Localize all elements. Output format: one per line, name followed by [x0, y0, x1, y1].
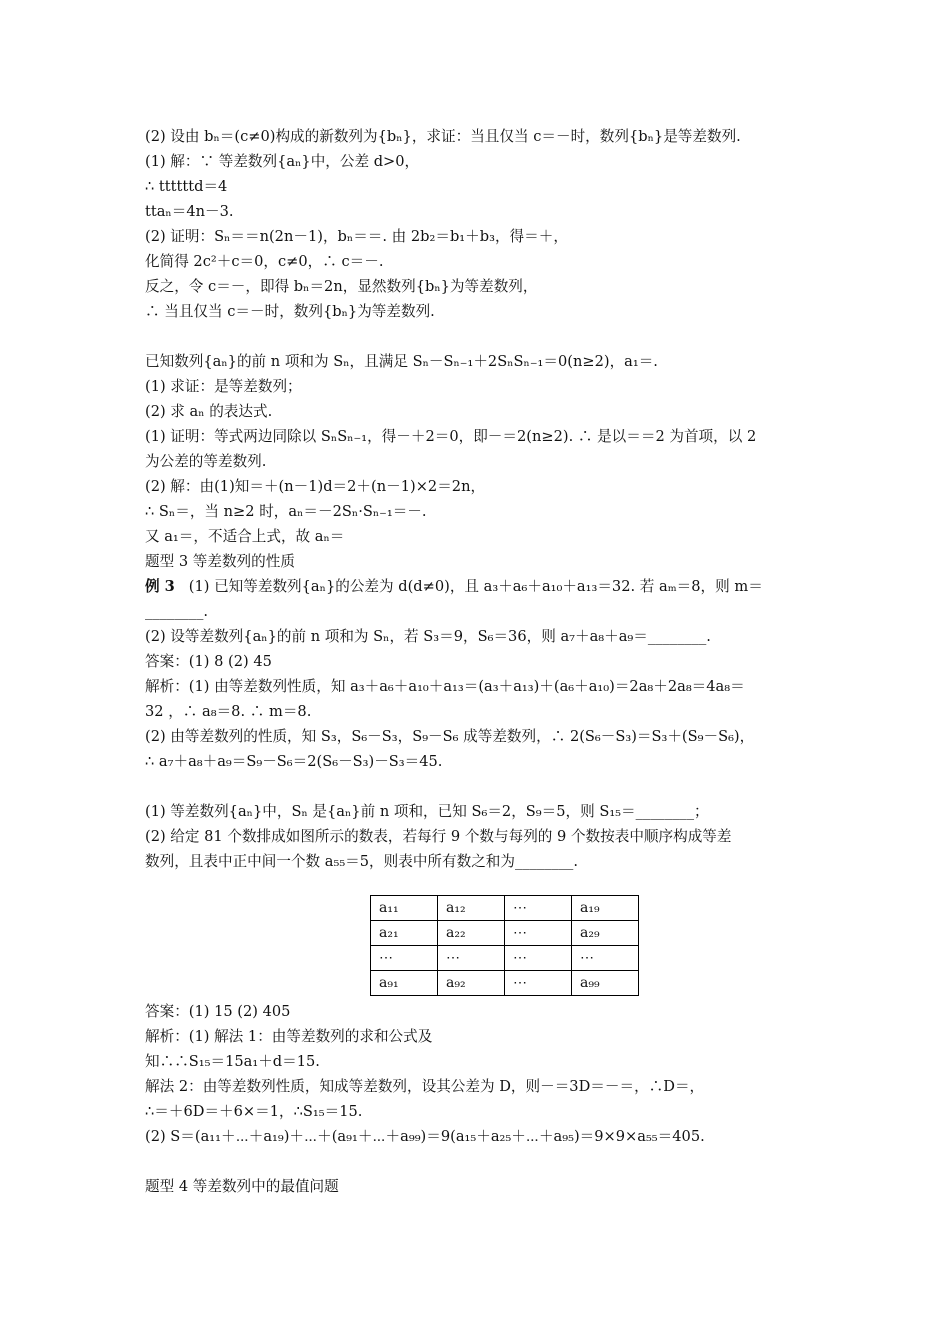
- table-cell: ⋯: [505, 896, 572, 921]
- text-line: 为公差的等差数列.: [145, 453, 267, 470]
- table-cell: a₁₂: [438, 896, 505, 921]
- section-heading-4: 题型 4 等差数列中的最值问题: [145, 1178, 339, 1195]
- text-line: (2) 给定 81 个数排成如图所示的数表，若每行 9 个数与每列的 9 个数按表中顺序构成等差: [145, 828, 732, 845]
- number-table: [370, 895, 639, 996]
- text-line: (2) 设由 bₙ＝(c≠0)构成的新数列为{bₙ}，求证：当且仅当 c＝－时，数列{bₙ}是等差数列.: [145, 128, 741, 145]
- table-cell: ⋯: [438, 946, 505, 971]
- text-line: (2) 解：由(1)知＝＋(n－1)d＝2＋(n－1)×2＝2n，: [145, 478, 486, 495]
- text-line: ∴ Sₙ＝，当 n≥2 时，aₙ＝－2Sₙ·Sₙ₋₁＝－.: [145, 503, 427, 520]
- text-line: (2) S＝(a₁₁＋⋯＋a₁₉)＋⋯＋(a₉₁＋⋯＋a₉₉)＝9(a₁₅＋a₂₅＋⋯＋a₉₅)＝9×9×a₅₅＝405.: [145, 1128, 705, 1145]
- text-line: (1) 求证：是等差数列；: [145, 378, 302, 395]
- text-line: ∴＝＋6D＝＋6×＝1，∴S₁₅＝15.: [145, 1103, 363, 1120]
- table-cell: ⋯: [505, 946, 572, 971]
- example-label: 例 3: [145, 578, 175, 595]
- text-line: (2) 由等差数列的性质，知 S₃，S₆－S₃，S₉－S₆ 成等差数列，∴ 2(S₆－S₃)＝S₃＋(S₉－S₆)，: [145, 728, 755, 745]
- text-line: ∴ ttttttd＝4: [145, 178, 228, 195]
- example-3-line: [145, 575, 815, 599]
- table-cell: a₁₉: [572, 896, 639, 921]
- table-row: [371, 896, 639, 921]
- table-cell: a₉₁: [371, 971, 438, 996]
- text-line: ∴ 当且仅当 c＝－时，数列{bₙ}为等差数列.: [145, 303, 435, 320]
- text-line: 又 a₁＝，不适合上式，故 aₙ＝: [145, 528, 345, 545]
- table-row: [371, 971, 639, 996]
- table-cell: a₉₂: [438, 971, 505, 996]
- text-line: (2) 设等差数列{aₙ}的前 n 项和为 Sₙ，若 S₃＝9，S₆＝36，则 a₇＋a₈＋a₉＝________.: [145, 628, 711, 645]
- table-cell: a₂₁: [371, 921, 438, 946]
- text-line: (1) 等差数列{aₙ}中，Sₙ 是{aₙ}前 n 项和，已知 S₆＝2，S₉＝5，则 S₁₅＝________；: [145, 803, 709, 820]
- text-line: 32 ，∴ a₈＝8. ∴ m＝8.: [145, 703, 312, 720]
- text-line: (1) 解：∵ 等差数列{aₙ}中，公差 d>0，: [145, 153, 420, 170]
- text-line: 知∴∴S₁₅＝15a₁＋d＝15.: [145, 1053, 320, 1070]
- text-line: 反之，令 c＝－，即得 bₙ＝2n，显然数列{bₙ}为等差数列，: [145, 278, 538, 295]
- table-cell: a₂₂: [438, 921, 505, 946]
- text-line: ________.: [145, 603, 209, 620]
- answer-line: 答案：(1) 8 (2) 45: [145, 653, 272, 670]
- table-cell: a₉₉: [572, 971, 639, 996]
- text-line: 数列，且表中正中间一个数 a₅₅＝5，则表中所有数之和为________.: [145, 853, 578, 870]
- text-line: (2) 证明：Sₙ＝＝n(2n－1)，bₙ＝＝. 由 2b₂＝b₁＋b₃，得＝＋，: [145, 228, 568, 245]
- text-line: 解析：(1) 由等差数列性质，知 a₃＋a₆＋a₁₀＋a₁₃＝(a₃＋a₁₃)＋(a₆＋a₁₀)＝2a₈＋2a₈＝4a₈＝: [145, 678, 745, 695]
- answer-line: 答案：(1) 15 (2) 405: [145, 1003, 291, 1020]
- text-line: (1) 证明：等式两边同除以 SₙSₙ₋₁，得－＋2＝0，即－＝2(n≥2). ∴ 是以＝＝2 为首项，以 2: [145, 428, 757, 445]
- table-cell: a₁₁: [371, 896, 438, 921]
- text-line: 化简得 2c²＋c＝0，c≠0，∴ c＝－.: [145, 253, 384, 270]
- table-row: [371, 946, 639, 971]
- table-row: [371, 921, 639, 946]
- problem-statement: 已知数列{aₙ}的前 n 项和为 Sₙ，且满足 Sₙ－Sₙ₋₁＋2SₙSₙ₋₁＝0(n≥2)，a₁＝.: [145, 353, 658, 370]
- text-line: ttaₙ＝4n－3.: [145, 203, 234, 220]
- text-line: 解法 2：由等差数列性质，知成等差数列，设其公差为 D，则－＝3D＝－＝，∴D＝，: [145, 1078, 705, 1095]
- table-cell: ⋯: [572, 946, 639, 971]
- table-cell: a₂₉: [572, 921, 639, 946]
- text-line: (1) 已知等差数列{aₙ}的公差为 d(d≠0)，且 a₃＋a₆＋a₁₀＋a₁₃＝32. 若 aₘ＝8，则 m＝: [188, 578, 763, 595]
- table-cell: ⋯: [505, 971, 572, 996]
- table-cell: ⋯: [505, 921, 572, 946]
- text-line: 解析：(1) 解法 1：由等差数列的求和公式及: [145, 1028, 433, 1045]
- text-line: (2) 求 aₙ 的表达式.: [145, 403, 273, 420]
- table-cell: ⋯: [371, 946, 438, 971]
- text-line: ∴ a₇＋a₈＋a₉＝S₉－S₆＝2(S₆－S₃)－S₃＝45.: [145, 753, 443, 770]
- section-heading-3: 题型 3 等差数列的性质: [145, 553, 295, 570]
